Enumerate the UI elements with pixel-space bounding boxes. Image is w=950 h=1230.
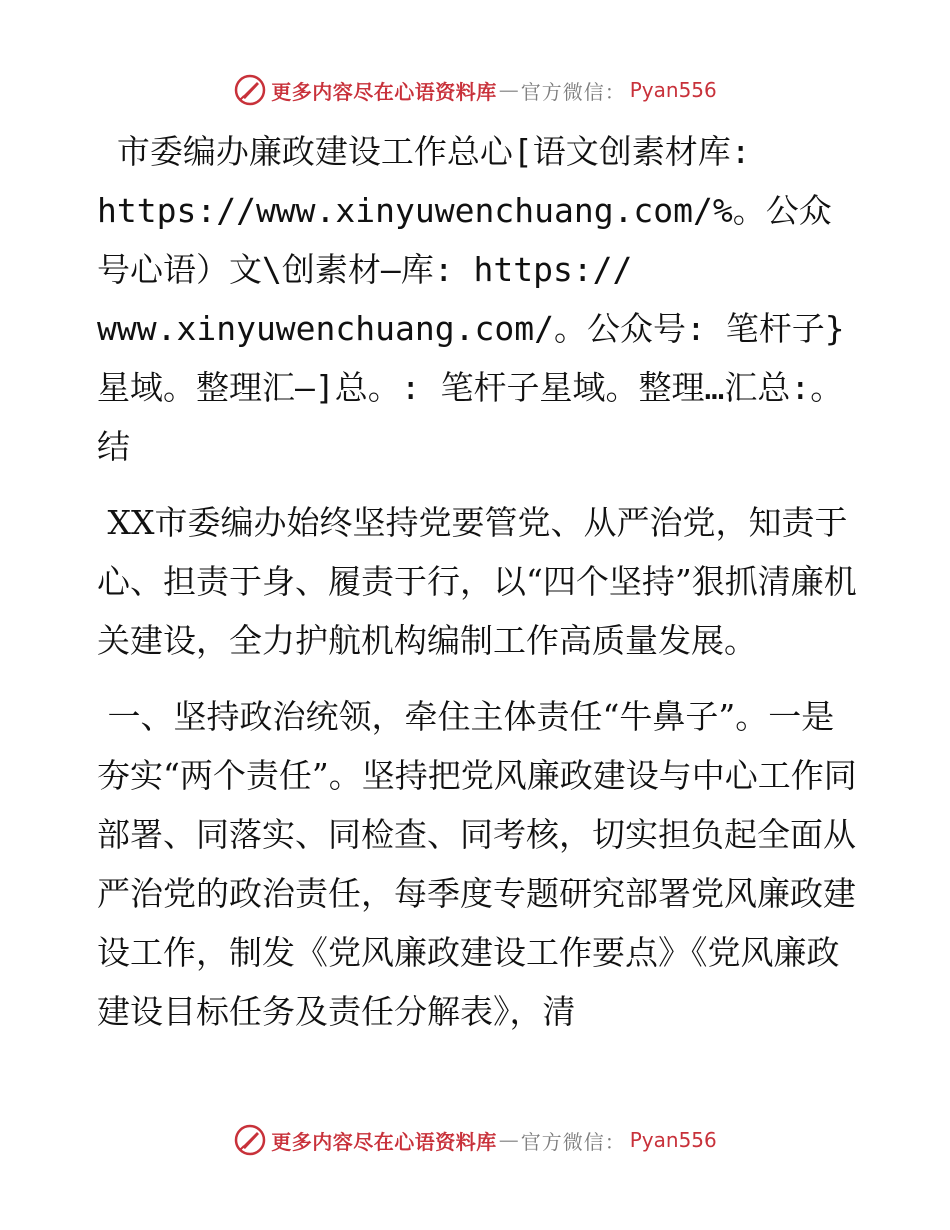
document-body: [97, 122, 857, 1041]
footer-banner: [0, 1120, 950, 1160]
document-paragraph-3: 一、坚持政治统领，牵住主体责任“牛鼻子”。一是夯实“两个责任”。坚持把党风廉政建设与中心工作同部署、同落实、同检查、同考核，切实担负起全面从严治党的政治责任，每季度专题研究部署党风廉政建设工作，制发《党风廉政建设工作要点》《党风廉政建设目标任务及责任分解表》，清: [97, 697, 857, 1031]
banner-dash: —: [498, 78, 519, 102]
banner-wechat-id: Pyan556: [629, 1128, 717, 1152]
document-paragraph-1: 市委编办廉政建设工作总心[语文创素材库: https://www.xinyuwenchuang.com/%。公众号心语）文\创素材—库: https:// www.xinyuwenchuang.com/。公众号: 笔杆子}星域。整理汇—]总。: 笔杆子星域。整理…汇总:。结: [97, 132, 845, 466]
banner-sub-text: 官方微信：: [520, 79, 626, 104]
banner-main-text: 更多内容尽在心语资料库: [271, 1129, 497, 1154]
document-paragraph-2: XX市委编办始终坚持党要管党、从严治党，知责于心、担责于身、履责于行，以“四个坚持”狠抓清廉机关建设，全力护航机构编制工作高质量发展。: [97, 503, 857, 660]
banner-dash: —: [498, 1128, 519, 1152]
banner-main-text: 更多内容尽在心语资料库: [271, 79, 497, 104]
quill-circle-icon: [233, 1123, 267, 1157]
banner-sub-text: 官方微信：: [520, 1129, 626, 1154]
banner-wechat-id: Pyan556: [629, 78, 717, 102]
quill-circle-icon: [233, 73, 267, 107]
header-banner: [0, 70, 950, 110]
